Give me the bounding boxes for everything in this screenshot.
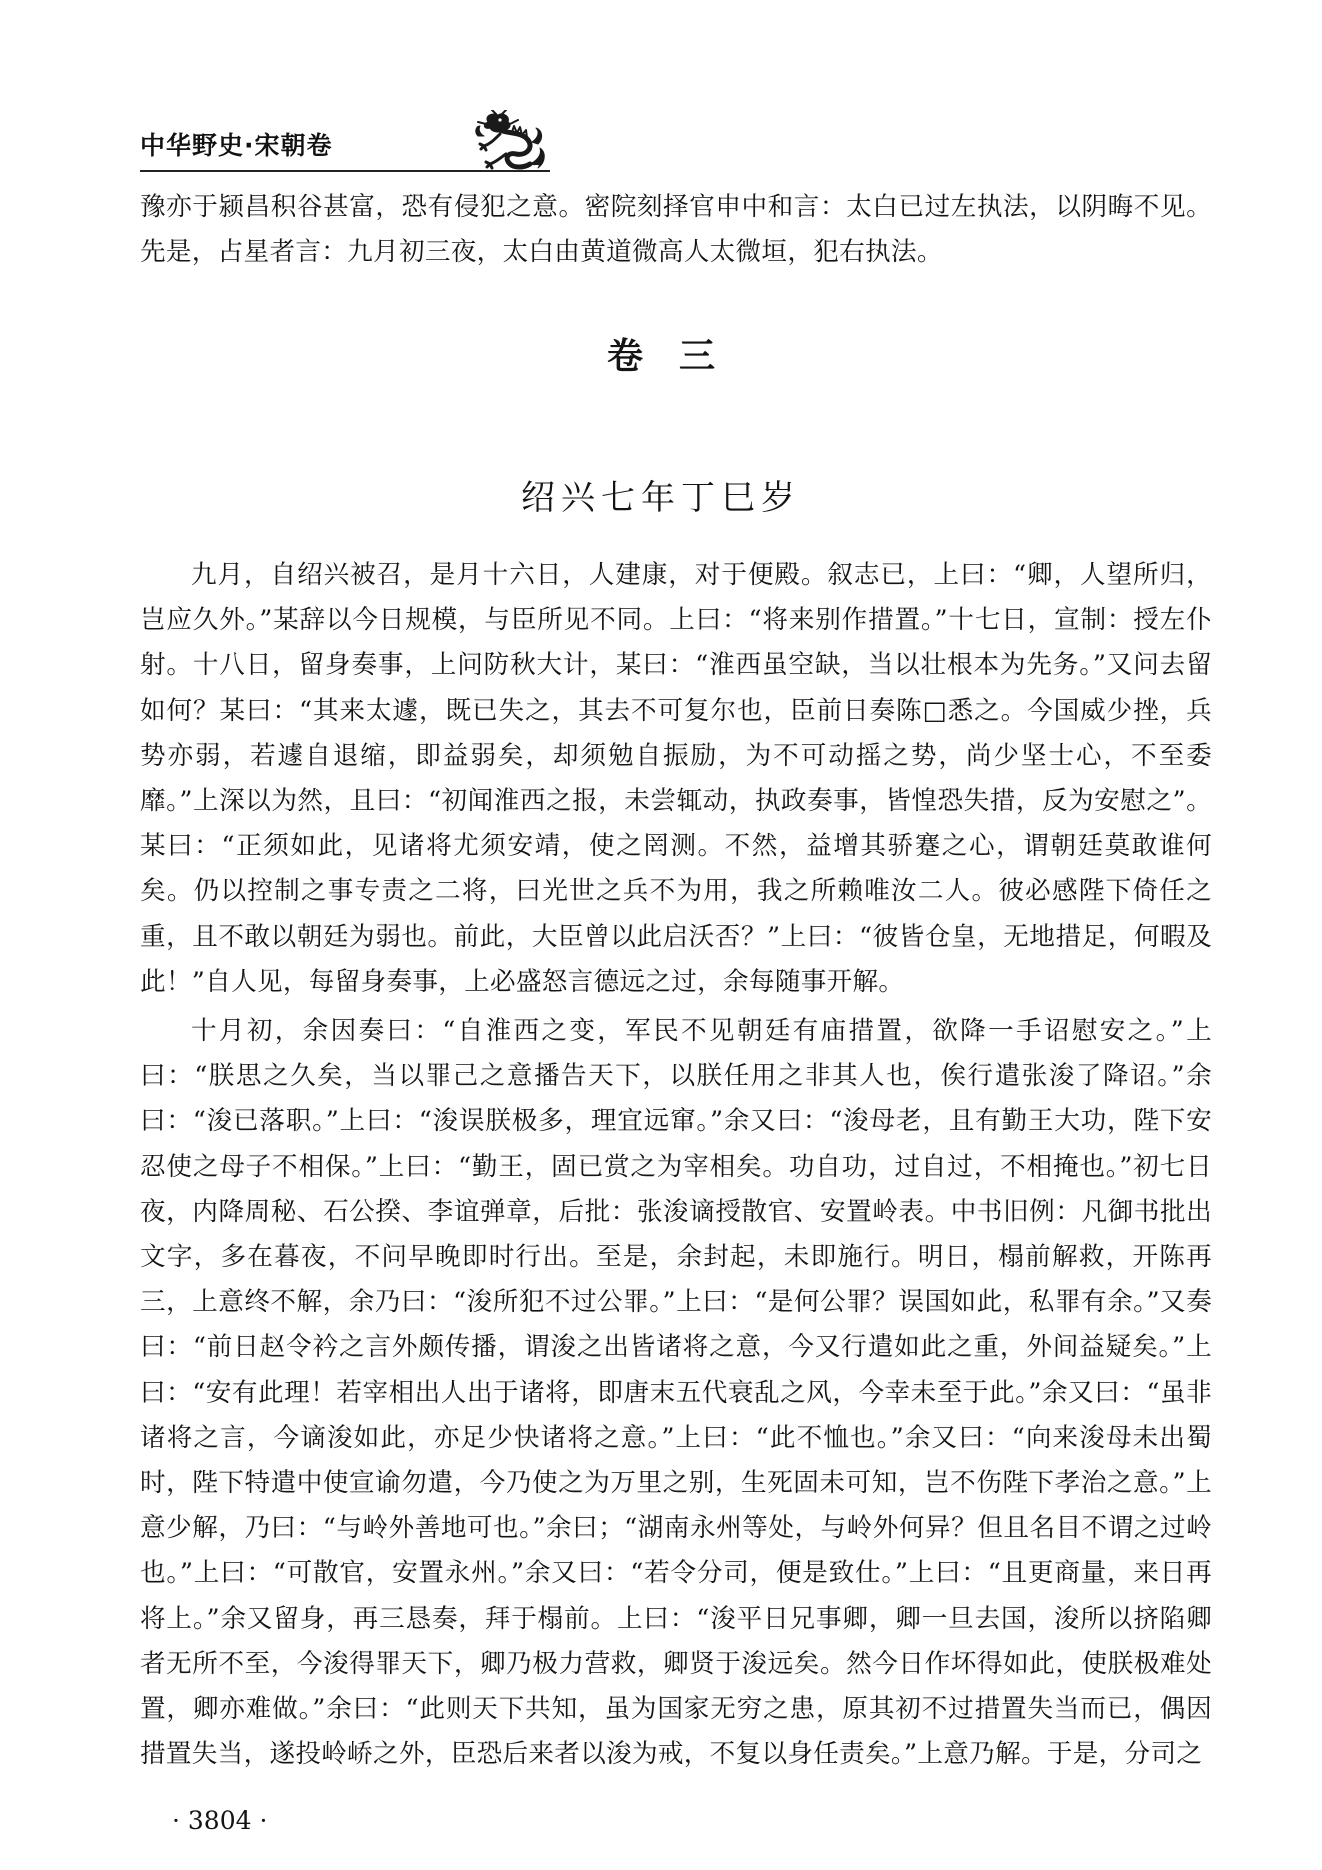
page-number: · 3804 · xyxy=(172,1806,268,1835)
continuation-paragraph: 豫亦于颍昌积谷甚富，恐有侵犯之意。密院刻择官申中和言：太白已过左执法，以阴晦不见。先是，占星者言：九月初三夜，太白由黄道微高人太微垣，犯右执法。 xyxy=(140,192,1212,268)
paragraph: 十月初，余因奏曰：“自淮西之变，军民不见朝廷有庙措置，欲降一手诏慰安之。”上曰：“朕思之久矣，当以罪己之意播告天下，以朕任用之非其人也，俟行遣张浚了降诏。”余曰：“浚已落职。”上曰：“浚误朕极多，理宜远窜。”余又曰：“浚母老，且有勤王大功，陛下安忍使之母子不相保。”上曰：“勤王，固已赏之为宰相矣。功自功，过自过，不相掩也。”初七日夜，内降周秘、石公揆、李谊弹章，后批：张浚谪授散官、安置岭表。中书旧例：凡御书批出文字，多在暮夜，不问早晚即时行出。至是，余封起，未即施行。明日，榻前解救，开陈再三，上意终不解，余乃曰：“浚所犯不过公罪。”上曰：“是何公罪？误国如此，私罪有余。”又奏曰：“前日赵令衿之言外颇传播，谓浚之出皆诸将之意，今又行遣如此之重，外间益疑矣。”上曰：“安有此理！若宰相出人出于诸将，即唐末五代衰乱之风，今幸未至于此。”余又曰：“虽非诸将之言，今谪浚如此，亦足少快诸将之意。”上曰：“此不恤也。”余又曰：“向来浚母未出蜀时，陛下特遣中使宣谕勿遣，今乃使之为万里之别，生死固未可知，岂不伤陛下孝治之意。”上意少解，乃曰：“与岭外善地可也。”余曰；“湖南永州等处，与岭外何异？但且名目不谓之过岭也。”上曰：“可散官，安置永州。”余又曰：“若令分司，便是致仕。”上曰：“且更商量，来日再将上。”余又留身，再三恳奏，拜于榻前。上曰：“浚平日兄事卿，卿一旦去国，浚所以挤陷卿者无所不至，今浚得罪天下，卿乃极力营救，卿贤于浚远矣。然今日作坏得如此，使朕极难处置，卿亦难做。”余曰：“此则天下共知，虽为国家无穷之患，原其初不过措置失当而已，偶因措置失当，遂投岭峤之外，臣恐后来者以浚为戒，不复以身任责矣。”上意乃解。于是，分司之 xyxy=(140,1016,1212,1770)
running-head xyxy=(140,118,560,178)
dragon-icon xyxy=(470,110,548,172)
paragraph: 九月，自绍兴被召，是月十六日，人建康，对于便殿。叙志已，上曰：“卿，人望所归，岂应久外。”某辞以今日规模，与臣所见不同。上曰：“将来别作措置。”十七日，宣制：授左仆射。十八日，留身奏事，上问防秋大计，某曰：“淮西虽空缺，当以壮根本为先务。”又问去留如何？某曰：“其来太遽，既已失之，其去不可复尔也，臣前日奏陈□悉之。今国威少挫，兵势亦弱，若遽自退缩，即益弱矣，却须勉自振励，为不可动摇之势，尚少坚士心，不至委靡。”上深以为然，且曰：“初闻淮西之报，未尝辄动，执政奏事，皆惶恐失措，反为安慰之”。某曰：“正须如此，见诸将尤须安靖，使之罔测。不然，益增其骄蹇之心，谓朝廷莫敢谁何矣。仍以控制之事专责之二将，曰光世之兵不为用，我之所赖唯汝二人。彼必感陛下倚任之重，且不敢以朝廷为弱也。前此，大臣曾以此启沃否？”上曰：“彼皆仓皇，无地措足，何暇及此！”自人见，每留身奏事，上必盛怒言德远之过，余每随事开解。 xyxy=(140,560,1212,997)
section-heading: 绍兴七年丁巳岁 xyxy=(521,478,801,518)
chapter-heading: 卷三 xyxy=(606,336,751,377)
header-rule xyxy=(140,170,550,172)
running-title: 中华野史·宋朝卷 xyxy=(140,131,333,160)
